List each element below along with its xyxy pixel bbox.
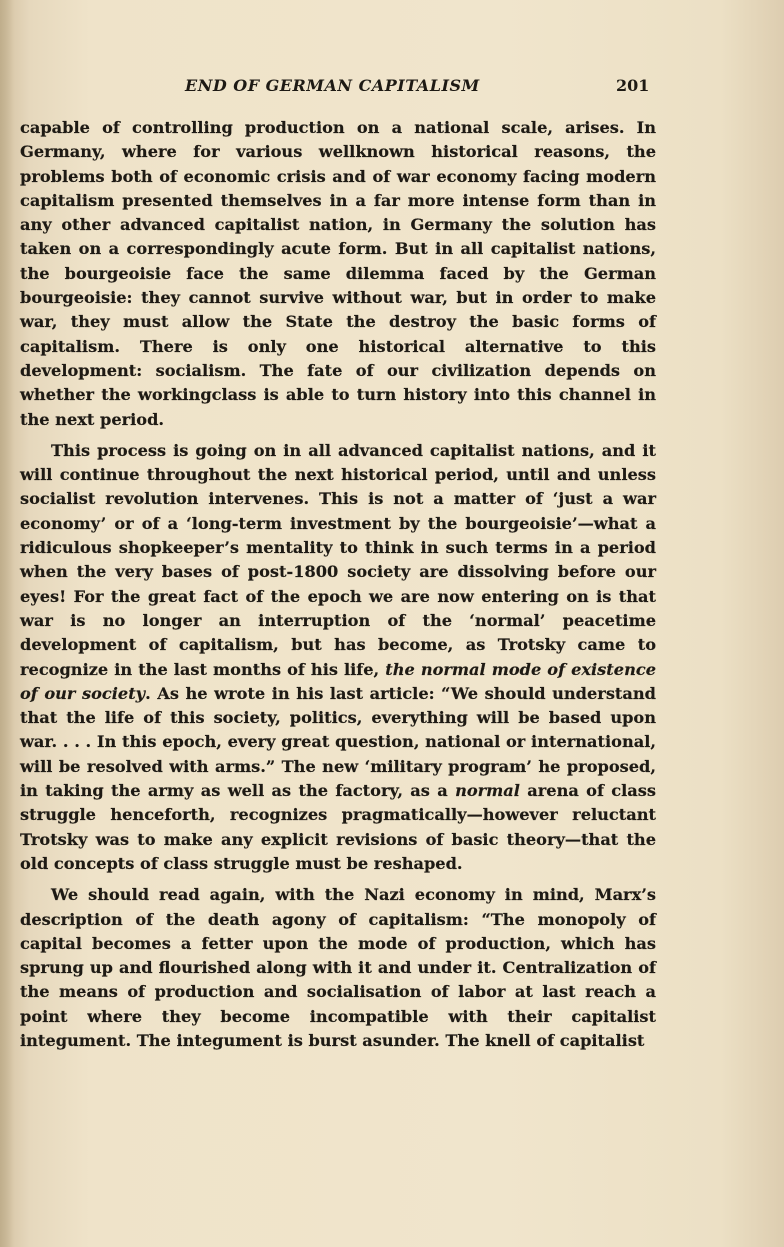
running-head: END OF GERMAN CAPITALISM	[185, 76, 480, 95]
paragraph-1	[20, 116, 656, 432]
body-text	[20, 116, 656, 1053]
paragraph-text: arena of class struggle henceforth, recognizes pragmatically—however reluctant Trotsky was to make any explicit revisions of basic theory—that the old concepts of class struggle must be reshaped.	[20, 781, 656, 873]
paragraph-text: We should read again, with the Nazi economy in mind, Marx’s description of the death agony of capitalism: “The monopoly of capital becomes a fetter upon the mode of production, which has sprung up and flourished along with it and under it. Centralization of the means of production and socialisation of labor at last reach a point where they become incompatible with their capitalist integument. The integument is burst asunder. The knell of capitalist	[20, 885, 656, 1050]
page-number: 201	[616, 76, 650, 95]
paragraph-text: . As he wrote in his last article: “We should understand that the life of this society, politics, everything will be based upon war. . . . In this epoch, every great question, national or international, will be resolved with arms.” The new ‘military program’ he proposed, in taking the army as well as the factory, as a	[20, 683, 656, 801]
paragraph-3	[20, 883, 656, 1053]
paragraph-text: This process is going on in all advanced capitalist nations, and it will continue throughout the next historical period, until and unless socialist revolution intervenes. This is not a matter of ‘just a war economy’ or of a ‘long-term investment by the bourgeoisie’—what a ridiculous shopkeeper’s mentality to think in such terms in a period when the very bases of post-1800 society are dissolving before our eyes! For the great fact of the epoch we are now entering on is that war is no longer an interruption of the ‘normal’ peacetime development of capitalism, but has become, as Trotsky came to recognize in the last months of his life,	[20, 440, 656, 679]
emphasized-word: normal	[455, 781, 520, 801]
emphasized-phrase: the normal mode of existence of our society	[20, 659, 656, 703]
paragraph-2	[20, 439, 656, 876]
page-header	[0, 72, 784, 102]
paragraph-text: capable of controlling production on a national scale, arises. In Germany, where for various wellknown historical reasons, the problems both of economic crisis and of war economy facing modern capitalism presented themselves in a far more intense form than in any other advanced capitalist nation, in Germany the solution has taken on a correspondingly acute form. But in all capitalist nations, the bourgeoisie face the same dilemma faced by the German bourgeoisie: they cannot survive without war, but in order to make war, they must allow the State the destroy the basic forms of capitalism. There is only one historical alternative to this development: socialism. The fate of our civilization depends on whether the workingclass is able to turn history into this channel in the next period.	[20, 118, 656, 429]
